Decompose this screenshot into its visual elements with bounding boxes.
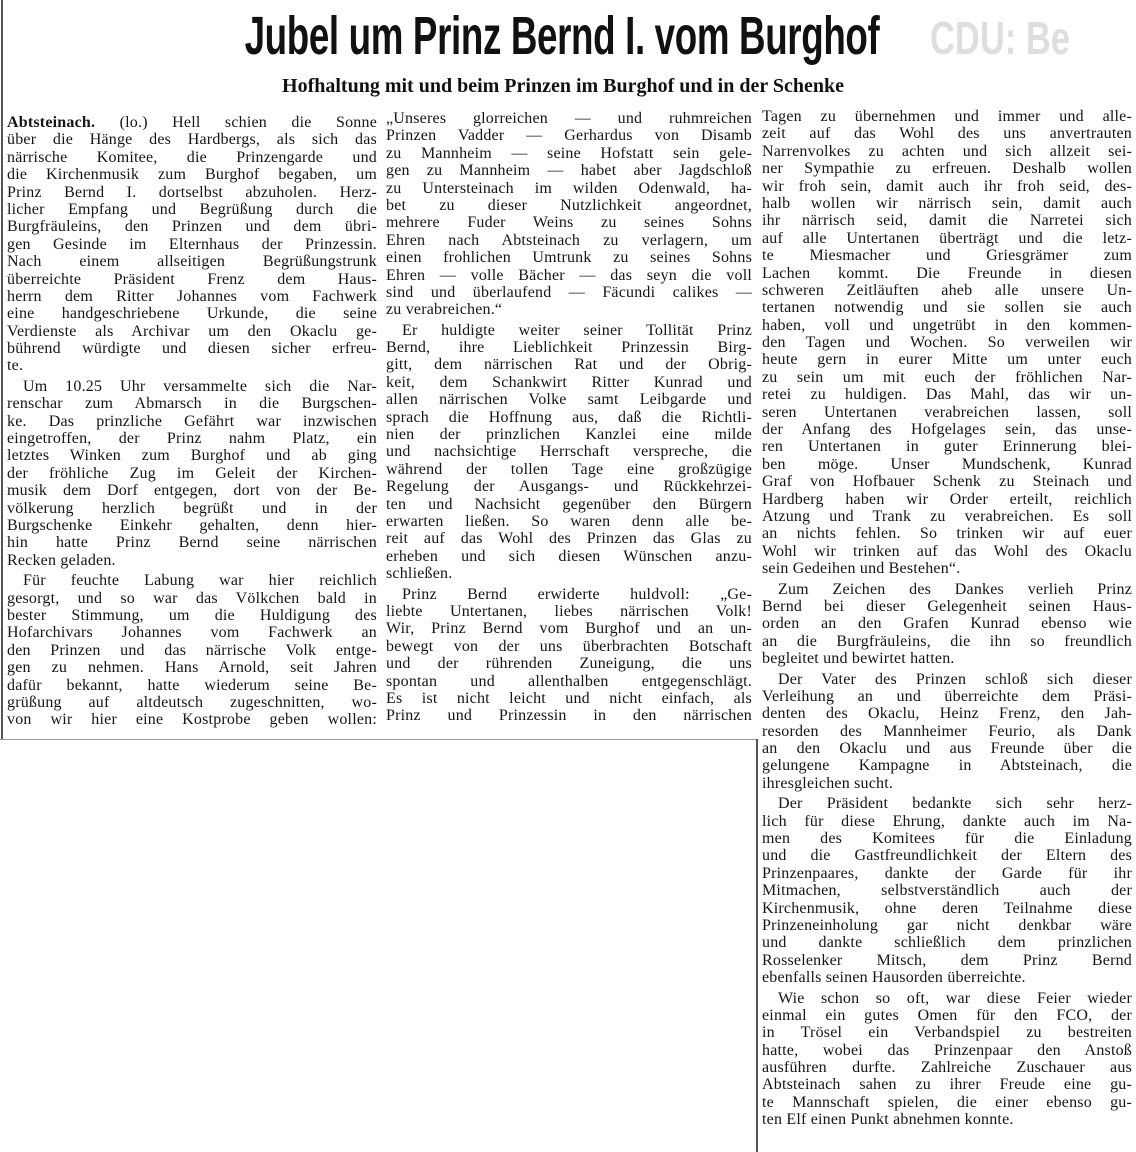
text-line: eine handgeschriebene Urkunde, die seine xyxy=(7,305,377,323)
text-line: erwarten ließen. So waren denn alle be- xyxy=(386,512,752,530)
text-line: Narrenvolkes zu achten und sich allzeit sei- xyxy=(762,142,1132,160)
text-line: gen Gesinde im Elternhaus der Prinzessin. xyxy=(7,235,377,253)
text-line: Tagen zu übernehmen und immer und alle- xyxy=(762,108,1132,125)
text-line: ren Untertanen in guter Erinnerung blei- xyxy=(762,438,1132,456)
text-line: Um 10.25 Uhr versammelte sich die Nar- xyxy=(23,377,377,395)
text-line xyxy=(7,114,377,131)
column-1 xyxy=(7,114,377,729)
text-line: nien der prinzlichen Kanzlei eine milde xyxy=(386,426,752,444)
text-line: närrische Komitee, die Prinzengarde und xyxy=(7,148,377,166)
text-line: Kirchenmusik, ohne deren Teilnahme diese xyxy=(762,899,1132,917)
text-line: ausführen durfte. Zahlreiche Zuschauer aus xyxy=(762,1059,1132,1077)
headline: Jubel um Prinz Bernd I. vom Burghof xyxy=(244,6,880,66)
text-line: Burgschenke Einkehr gehalten, denn hier- xyxy=(7,516,377,534)
text-line: einmal ein gutes Omen für den FCO, der xyxy=(762,1006,1132,1024)
text-line: grüßung auf altdeutsch zugeschnitten, wo- xyxy=(7,693,377,711)
text-line: den Tagen und Wochen. So verweilen wir xyxy=(762,334,1132,352)
paragraph xyxy=(762,990,1132,1129)
text-line: und die Gastfreundlichkeit der Eltern des xyxy=(762,847,1132,865)
text-line: musik dem Dorf entgegen, dort von der Be- xyxy=(7,482,377,500)
text-line: resorden des Mannheimer Feurio, als Dank xyxy=(762,722,1132,740)
text-line: Der Präsident bedankte sich sehr herz- xyxy=(778,795,1132,813)
text-line: men des Komitees für die Einladung xyxy=(762,830,1132,848)
text-line: Er huldigte weiter seiner Tollität Prinz xyxy=(402,321,752,339)
text-line: Abtsteinach sahen zu ihrer Freude eine gu- xyxy=(762,1076,1132,1094)
text-line: Hofarchivars Johannes vom Fachwerk an xyxy=(7,624,377,642)
text-line: und dankte schließlich dem prinzlichen xyxy=(762,934,1132,952)
text-line: Verdienste als Archivar um den Okaclu ge- xyxy=(7,322,377,340)
text-line: allen närrischen Volke samt Leibgarde und xyxy=(386,391,752,409)
text-line: halb wollen wir närrisch sein, damit auch xyxy=(762,194,1132,212)
text-line: bester Stimmung, um die Huldigung des xyxy=(7,606,377,624)
text-line: während der tollen Tage eine großzügige xyxy=(386,460,752,478)
text-line: zeit auf das Wohl des uns anvertrauten xyxy=(762,125,1132,143)
text-line: von wir hier eine Kostprobe geben wollen: xyxy=(7,711,377,729)
text-line: Der Vater des Prinzen schloß sich dieser xyxy=(778,670,1132,688)
text-line: Wir, Prinz Bernd vom Burghof und an un- xyxy=(386,620,752,638)
text-line-rest: (lo.) Hell schien die Sonne xyxy=(119,114,377,131)
text-line: in Trösel ein Verbandspiel zu bestreiten xyxy=(762,1024,1132,1042)
text-line: Bernd, ihre Lieblichkeit Prinzessin Birg- xyxy=(386,339,752,357)
text-line: Rosselenker Mitsch, dem Prinz Bernd xyxy=(762,951,1132,969)
text-line: ten und Nachsicht gegenüber den Bürgern xyxy=(386,495,752,513)
text-line: sprach die Hoffnung aus, daß die Richtli- xyxy=(386,408,752,426)
text-line: Burgfräuleins, den Prinzen und dem übri- xyxy=(7,218,377,236)
text-line: ner Sympathie zu erfreuen. Deshalb wollen xyxy=(762,160,1132,178)
text-line: Lachen kommt. Die Freunde in diesen xyxy=(762,264,1132,282)
text-line: Verleihung an und überreichte dem Präsi- xyxy=(762,687,1132,705)
text-line: liebte Untertanen, liebes närrischen Volk! xyxy=(386,602,752,620)
text-line: der Anfang des Hofgelages sein, das unse- xyxy=(762,421,1132,439)
text-line: Ehren — volle Bächer — das seyn die voll xyxy=(386,266,752,284)
text-line: zu sein um mit euch der fröhlichen Nar- xyxy=(762,368,1132,386)
dateline: Abtsteinach. xyxy=(7,114,96,131)
text-line: dafür bekannt, hatte wiederum seine Be- xyxy=(7,676,377,694)
text-line: haben, voll und ungetrübt in den kommen- xyxy=(762,316,1132,334)
text-line: Prinz Bernd I. dortselbst abzuholen. Herz- xyxy=(7,183,377,201)
text-line: ten Elf einen Punkt abnehmen konnte. xyxy=(762,1111,1014,1129)
clipping-edge-column-3 xyxy=(756,739,758,1152)
text-line: lich für diese Ehrung, dankte auch im Na- xyxy=(762,812,1132,830)
text-line: letztes Winken zum Burghof und ab ging xyxy=(7,447,377,465)
text-line: renschar zum Abmarsch in die Burgschen- xyxy=(7,395,377,413)
paragraph xyxy=(7,572,377,729)
text-line: ebenfalls seinen Hausorden überreichte. xyxy=(762,969,1026,987)
text-line: überreichte Präsident Frenz dem Haus- xyxy=(7,270,377,288)
paragraph xyxy=(7,378,377,569)
paragraph xyxy=(762,108,1132,578)
bleed-through-text: CDU: Be xyxy=(930,12,1070,64)
text-line: herrn dem Ritter Johannes vom Fachwerk xyxy=(7,287,377,305)
text-line: Prinzen Vadder — Gerhardus von Disamb xyxy=(386,127,752,145)
text-line: Zum Zeichen des Dankes verlieh Prinz xyxy=(778,580,1132,598)
text-line: hin hatte Prinz Bernd seine närrischen xyxy=(7,534,377,552)
text-line: zu Untersteinach im wilden Odenwald, ha- xyxy=(386,179,752,197)
text-line: Prinzenpaares, dankte der Garde für ihr xyxy=(762,864,1132,882)
text-line: sein Gedeihen und Bestehen“. xyxy=(762,560,961,578)
text-line: gelungene Kampagne in Abtsteinach, die xyxy=(762,757,1132,775)
text-line: tertanen notwendig und sie sollen sie auch xyxy=(762,299,1132,317)
text-line: seren Untertanen verabreichen lassen, soll xyxy=(762,403,1132,421)
text-line: schweren Zeitläuften aheb alle unsere Un- xyxy=(762,281,1132,299)
text-line: licher Empfang und Begrüßung durch die xyxy=(7,200,377,218)
text-line: an die Burgfräuleins, die ihn so freundlich xyxy=(762,632,1132,650)
column-2 xyxy=(386,110,752,725)
text-line: Prinz und Prinzessin in den närrischen xyxy=(386,707,752,725)
paragraph xyxy=(762,671,1132,793)
text-line: wir froh sein, damit auch ihr froh seid, des- xyxy=(762,177,1132,195)
text-line: Regelung der Ausgangs- und Rückkehrzei- xyxy=(386,478,752,496)
text-line: den Prinzen und das närrische Volk entge- xyxy=(7,641,377,659)
text-line: ihresgleichen sucht. xyxy=(762,774,894,792)
text-line: Bernd bei dieser Gelegenheit seinen Haus- xyxy=(762,597,1132,615)
text-line: der fröhliche Zug im Geleit der Kirchen- xyxy=(7,464,377,482)
text-line: schließen. xyxy=(386,565,453,583)
text-line: auf alle Untertanen überträgt und die letz- xyxy=(762,229,1132,247)
paragraph xyxy=(386,110,752,319)
text-line: Hardberg haben wir Order erteilt, reichlich xyxy=(762,490,1132,508)
text-line: an nichts fehlen. So trinken wir auf euer xyxy=(762,525,1132,543)
text-line: Recken geladen. xyxy=(7,551,116,569)
text-line: te Miesmacher und Griesgrämer zum xyxy=(762,247,1132,265)
text-line: bewegt von der uns überbrachten Botschaft xyxy=(386,637,752,655)
text-line: an den Okaclu und aus Freunde über die xyxy=(762,740,1132,758)
text-line: Mitmachen, selbstverständlich auch der xyxy=(762,882,1132,900)
text-line: Prinzeneinholung gar nicht denkbar wäre xyxy=(762,916,1132,934)
text-line: denten des Okaclu, Heinz Frenz, den Jah- xyxy=(762,705,1132,723)
text-line: Nach einem allseitigen Begrüßungstrunk xyxy=(7,253,377,271)
text-line: über die Hänge des Hardbergs, als sich das xyxy=(7,131,377,149)
text-line: retei zu huldigen. Das Mahl, das wir un- xyxy=(762,386,1132,404)
subheadline: Hofhaltung mit und beim Prinzen im Burghof und in der Schenke xyxy=(282,75,844,97)
text-line: Graf von Hofbauer Schenk zu Steinach und xyxy=(762,473,1132,491)
text-line: „Unseres glorreichen — und ruhmreichen xyxy=(386,110,752,127)
text-line: gitt, dem närrischen Rat und der Obrig- xyxy=(386,356,752,374)
paragraph xyxy=(7,114,377,375)
text-line: keit, dem Schankwirt Ritter Kunrad und xyxy=(386,373,752,391)
text-line: zu Mannheim — seine Hofstatt sein gele- xyxy=(386,144,752,162)
text-line: ihr närrisch seid, damit die Narretei sich xyxy=(762,212,1132,230)
text-line: gen zu nehmen. Hans Arnold, seit Jahren xyxy=(7,659,377,677)
text-line: Für feuchte Labung war hier reichlich xyxy=(23,572,377,590)
text-line: Wie schon so oft, war diese Feier wieder xyxy=(778,989,1132,1007)
text-line: ke. Das prinzliche Gefährt war inzwischen xyxy=(7,412,377,430)
column-3 xyxy=(762,108,1132,1129)
text-line: erheben und sich diesen Wünschen anzu- xyxy=(386,547,752,565)
text-line: die Kirchenmusik zum Burghof begaben, um xyxy=(7,166,377,184)
text-line: ben möge. Unser Mundschenk, Kunrad xyxy=(762,455,1132,473)
paragraph xyxy=(386,322,752,583)
text-line: gen zu Mannheim — habet aber Jagdschloß xyxy=(386,162,752,180)
text-line: heute gern in eurer Mitte um unter euch xyxy=(762,351,1132,369)
text-line: spontan und allenthalben entgegenschlägt. xyxy=(386,672,752,690)
text-line: bet zu dieser Nutzlichkeit angeordnet, xyxy=(386,196,752,214)
paragraph xyxy=(386,586,752,725)
text-line: orden an den Grafen Kunrad ebenso wie xyxy=(762,615,1132,633)
text-line: sind und überlaufend — Fäcundi calikes — xyxy=(386,283,752,301)
text-line: te. xyxy=(7,357,24,375)
text-line: Prinz Bernd erwiderte huldvoll: „Ge- xyxy=(402,585,752,603)
text-line: Atzung und Trank zu verabreichen. Es soll xyxy=(762,507,1132,525)
text-line: und der rührenden Zuneigung, die uns xyxy=(386,655,752,673)
paragraph xyxy=(762,581,1132,668)
text-line: und nachsichtige Herrschaft verspreche, die xyxy=(386,443,752,461)
text-line: Es ist nicht leicht und nicht einfach, als xyxy=(386,689,752,707)
paragraph xyxy=(762,795,1132,986)
text-line: hatte, wobei das Prinzenpaar den Anstoß xyxy=(762,1041,1132,1059)
text-line: te Mannschaft spielen, die einer ebenso gu- xyxy=(762,1093,1132,1111)
text-line: begleitet und bewirtet hatten. xyxy=(762,650,955,668)
text-line: gesorgt, und so war das Völkchen bald in xyxy=(7,589,377,607)
text-line: mehrere Fuder Weins zu seines Sohns xyxy=(386,214,752,232)
text-line: zu verabreichen.“ xyxy=(386,301,503,319)
text-line: Ehren nach Abtsteinach zu verlagern, um xyxy=(386,231,752,249)
clipping-edge-bottom xyxy=(0,739,758,740)
clipping-edge-left xyxy=(1,0,3,740)
text-line: reit auf das Wohl des Prinzen das Glas zu xyxy=(386,530,752,548)
text-line: völkerung herzlich begrüßt und in der xyxy=(7,499,377,517)
text-line: eingetroffen, der Prinz nahm Platz, ein xyxy=(7,430,377,448)
text-line: bührend würdigte und diesen sicher erfreu- xyxy=(7,340,377,358)
text-line: Wohl wir trinken auf das Wohl des Okaclu xyxy=(762,542,1132,560)
text-line: einen frohlichen Umtrunk zu seines Sohns xyxy=(386,249,752,267)
